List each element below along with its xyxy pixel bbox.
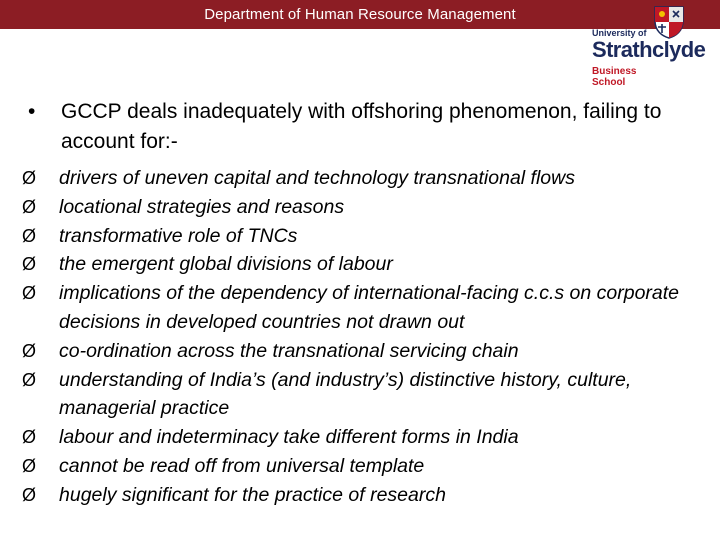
arrow-bullet-icon: Ø <box>22 196 37 217</box>
list-item-text: transformative role of TNCs <box>59 224 298 247</box>
arrow-bullet-icon: Ø <box>22 225 37 246</box>
arrow-bullet-icon: Ø <box>22 168 37 188</box>
list-item-text: labour and indeterminacy take different forms in India <box>59 426 519 449</box>
logo-business-school <box>592 66 636 88</box>
sub-point-list <box>22 164 712 510</box>
list-item <box>22 193 712 222</box>
list-item <box>22 222 712 251</box>
university-logo <box>588 4 716 88</box>
logo-school: School <box>592 77 626 88</box>
arrow-bullet-icon: Ø <box>22 369 37 390</box>
arrow-bullet-icon: Ø <box>22 427 37 448</box>
list-item <box>22 452 712 481</box>
arrow-bullet-icon: Ø <box>22 484 37 505</box>
list-item <box>22 337 712 366</box>
list-item-text: implications of the dependency of international-facing c.c.s on corporate decisions in developed countries not drawn out <box>59 282 680 333</box>
header-title: Department of Human Resource Management <box>204 6 516 23</box>
arrow-bullet-icon: Ø <box>22 254 37 275</box>
list-item-text: understanding of India’s (and industry’s) distinctive history, culture, managerial practice <box>59 368 632 420</box>
arrow-bullet-icon: Ø <box>22 283 37 304</box>
list-item <box>22 366 712 424</box>
list-item <box>22 250 712 279</box>
list-item-text: co-ordination across the transnational servicing chain <box>59 339 519 362</box>
logo-university-of: University of <box>592 28 647 38</box>
list-item-text: drivers of uneven capital and technology transnational flows <box>59 167 575 189</box>
intro-text: GCCP deals inadequately with offshoring phenomenon, failing to account for:- <box>61 100 662 153</box>
crest-icon <box>652 5 686 39</box>
logo-strathclyde: Strathclyde <box>592 37 706 62</box>
list-item-text: cannot be read off from universal template <box>59 454 425 477</box>
list-item-text: hugely significant for the practice of research <box>59 483 446 506</box>
list-item-text: the emergent global divisions of labour <box>59 253 393 276</box>
bullet-icon: • <box>28 100 36 123</box>
list-item <box>22 423 712 452</box>
list-item <box>22 164 712 193</box>
arrow-bullet-icon: Ø <box>22 455 37 476</box>
list-item-text: locational strategies and reasons <box>59 195 345 218</box>
list-item <box>22 481 712 510</box>
list-item <box>22 279 712 337</box>
logo-business: Business <box>592 66 637 77</box>
arrow-bullet-icon: Ø <box>22 340 37 361</box>
